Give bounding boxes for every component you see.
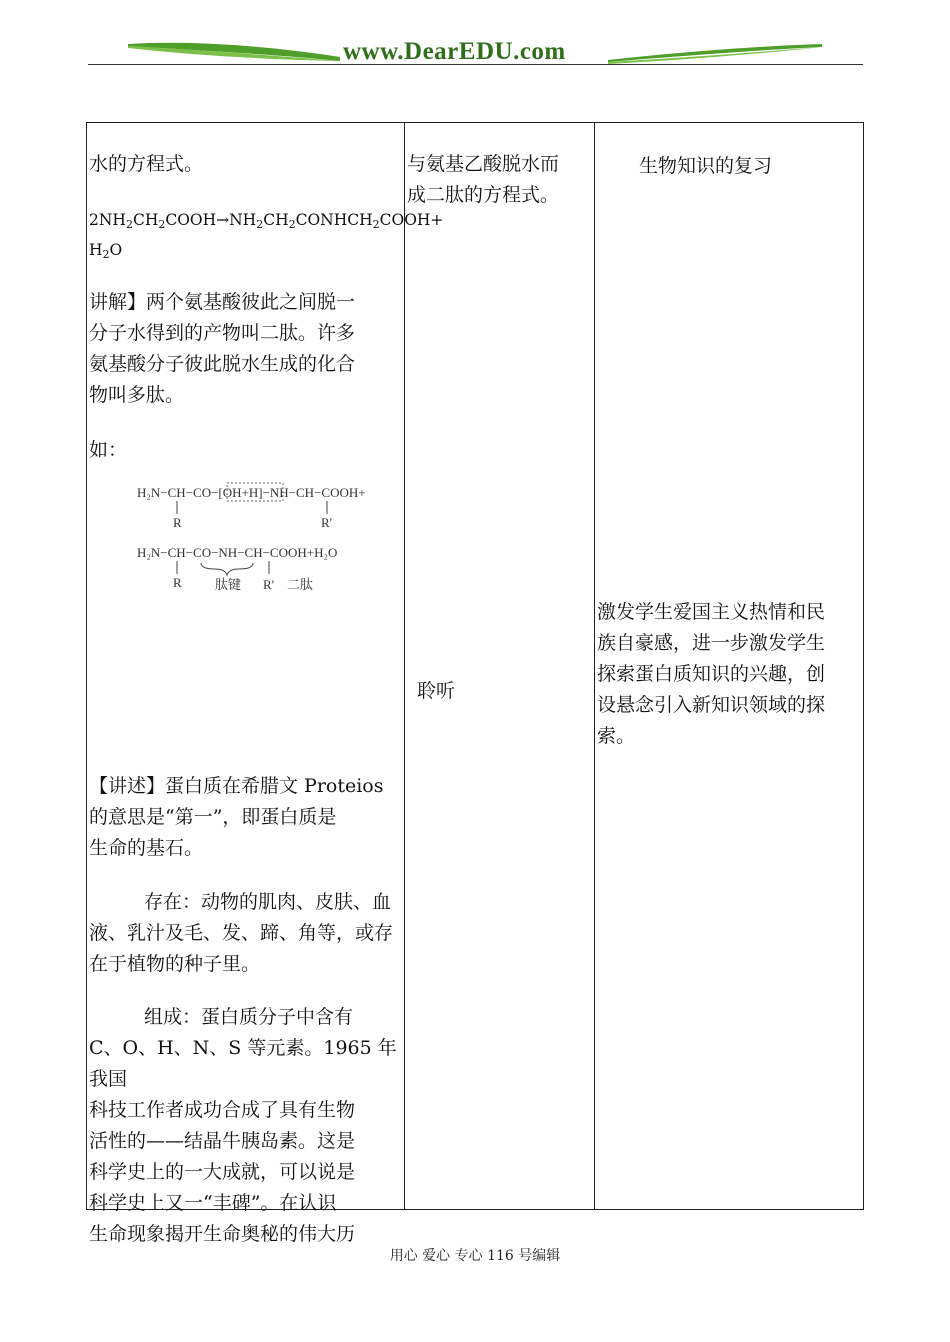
col2-line1: 与氨基乙酸脱水而 [407,153,560,175]
formula-row2-r: R [173,575,182,590]
lesson-plan-table [86,122,864,1245]
peptide-formula-figure [137,481,407,611]
table-row [87,123,864,1210]
equation-line-1: $2NH_2CH_2COOH\to NH_2CH_2CONHCH_2COOH+$ [89,211,444,231]
existence-paragraph: 存在：动物的肌肉、皮肤、血 液、乳汁及毛、发、蹄、角等，或存 在于植物的种子里。 [89,891,394,975]
composition-paragraph: 组成：蛋白质分子中含有 C、O、H、N、S 等元素。1965 年我国 科技工作者成功合成了具有生物 活性的——结晶牛胰岛素。这是 科学史上的一大成就，可以说是 科学史上又一“丰碑”。在认识 生命现象揭开生命奥秘的伟大历 [89,1006,397,1245]
design-purpose-cell [595,123,864,1210]
equation-line-2: $H_2O$ [89,241,123,261]
formula-row1-r2: R' [321,515,333,530]
peptide-bond-label: 肽键 [215,577,242,592]
formula-row1: H₂N−CH−CO−[OH+H]−NH−CH−COOH+ [137,485,366,500]
page-header [0,0,950,80]
col1-line1: 水的方程式。 [89,153,204,175]
col2-line2: 成二肽的方程式。 [407,184,560,206]
header-divider [88,64,863,65]
formula-row1-r: R [173,515,182,530]
page-footer: 用心 爱心 专心 116 号编辑 [389,1248,561,1264]
site-logo-text[interactable]: www.DearEDU.com [343,38,566,65]
lecture-paragraph-2: 【讲述】蛋白质在希腊文 Proteios 的意思是“第一”，即蛋白质是 生命的基石。 [89,775,384,859]
listen-text: 聆听 [417,680,456,702]
formula-row2: H₂N−CH−CO−NH−CH−COOH+H₂O [137,545,338,560]
student-activity-cell [405,123,595,1210]
dipeptide-label: 二肽 [287,577,314,592]
formula-row2-r2: R' [263,577,275,592]
lecture-paragraph-1: 讲解】两个氨基酸彼此之间脱一 分子水得到的产物叫二肽。许多 氨基酸分子彼此脱水生成的化合 物叫多肽。 [89,291,356,406]
review-text: 生物知识的复习 [639,155,773,177]
example-label: 如： [89,439,128,461]
purpose-paragraph: 激发学生爱国主义热情和民 族自豪感，进一步激发学生 探索蛋白质知识的兴趣，创 设悬念引入新知识领域的探 索。 [597,601,826,747]
